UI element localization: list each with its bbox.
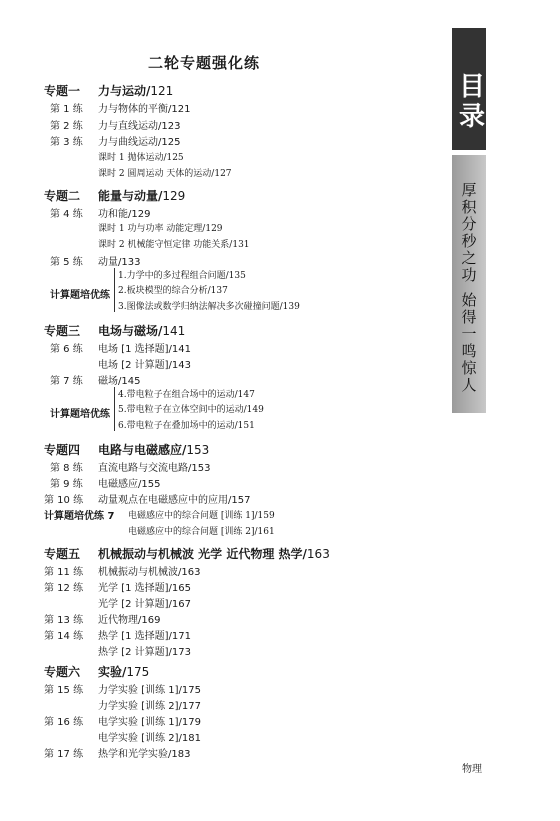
lesson-num: 第 15 练 <box>44 685 84 696</box>
section-heading: 实验/175 <box>98 665 150 679</box>
lesson-title: 机械振动与机械波/163 <box>98 567 201 578</box>
section-heading: 能量与动量/129 <box>98 189 186 203</box>
practice-label: 计算题培优练 <box>50 290 110 301</box>
practice-item: 2.板块模型的综合分析/137 <box>118 286 228 296</box>
lesson-num: 第 9 练 <box>50 479 83 490</box>
lesson-title: 电学实验 [训练 2]/181 <box>98 733 201 744</box>
lesson-title: 磁场/145 <box>98 376 141 387</box>
practice-item: 1.力学中的多过程组合问题/135 <box>118 271 246 281</box>
lesson-num: 第 3 练 <box>50 137 83 148</box>
lesson-title: 电磁感应/155 <box>98 479 161 490</box>
lesson-num: 第 17 练 <box>44 749 84 760</box>
lesson-title: 电场 [1 选择题]/141 <box>98 344 191 355</box>
page-title: 二轮专题强化练 <box>148 54 261 72</box>
sub-lesson: 课时 2 圆周运动 天体的运动/127 <box>98 169 232 179</box>
lesson-title: 热学 [1 选择题]/171 <box>98 631 191 642</box>
lesson-title: 热学和光学实验/183 <box>98 749 191 760</box>
section-heading: 电场与磁场/141 <box>98 324 186 338</box>
practice-item: 4.带电粒子在组合场中的运动/147 <box>118 390 255 400</box>
lesson-title: 电学实验 [训练 1]/179 <box>98 717 201 728</box>
section-label: 专题四 <box>44 443 81 457</box>
section-label: 专题五 <box>44 547 81 561</box>
lesson-num: 第 11 练 <box>44 567 84 578</box>
lesson-num: 第 16 练 <box>44 717 84 728</box>
lesson-title: 光学 [1 选择题]/165 <box>98 583 191 594</box>
lesson-num: 第 14 练 <box>44 631 84 642</box>
sub-lesson: 课时 2 机械能守恒定律 功能关系/131 <box>98 240 250 250</box>
lesson-num: 第 10 练 <box>44 495 84 506</box>
lesson-title: 力学实验 [训练 1]/175 <box>98 685 201 696</box>
lesson-title: 热学 [2 计算题]/173 <box>98 647 191 658</box>
catalog-label: 目录 <box>459 72 486 132</box>
section-label: 专题三 <box>44 324 81 338</box>
sub-lesson: 课时 1 功与功率 动能定理/129 <box>98 224 223 234</box>
lesson-title: 力与曲线运动/125 <box>98 137 181 148</box>
section-label: 专题六 <box>44 665 81 679</box>
brace-line <box>114 387 115 431</box>
lesson-num: 第 7 练 <box>50 376 83 387</box>
motto-line-1: 厚积分秒之功 <box>461 181 477 284</box>
lesson-title: 力与直线运动/123 <box>98 121 181 132</box>
lesson-title: 直流电路与交流电路/153 <box>98 463 211 474</box>
practice-item: 电磁感应中的综合问题 [训练 2]/161 <box>128 527 275 537</box>
lesson-title: 光学 [2 计算题]/167 <box>98 599 191 610</box>
lesson-num: 第 2 练 <box>50 121 83 132</box>
lesson-title: 动量观点在电磁感应中的应用/157 <box>98 495 251 506</box>
section-label: 专题一 <box>44 84 81 98</box>
lesson-num: 第 8 练 <box>50 463 83 474</box>
brace-line <box>114 268 115 312</box>
lesson-title: 动量/133 <box>98 257 141 268</box>
practice-item: 3.图像法或数学归纳法解决多次碰撞问题/139 <box>118 302 300 312</box>
section-heading: 机械振动与机械波 光学 近代物理 热学/163 <box>98 547 330 561</box>
lesson-num: 第 1 练 <box>50 104 83 115</box>
practice-label: 计算题培优练 7 <box>44 511 115 522</box>
practice-item: 电磁感应中的综合问题 [训练 1]/159 <box>128 511 275 521</box>
lesson-num: 第 5 练 <box>50 257 83 268</box>
lesson-title: 近代物理/169 <box>98 615 161 626</box>
sub-lesson: 课时 1 抛体运动/125 <box>98 153 184 163</box>
lesson-num: 第 6 练 <box>50 344 83 355</box>
lesson-title: 力与物体的平衡/121 <box>98 104 191 115</box>
lesson-num: 第 13 练 <box>44 615 84 626</box>
lesson-title: 电场 [2 计算题]/143 <box>98 360 191 371</box>
lesson-num: 第 12 练 <box>44 583 84 594</box>
section-heading: 力与运动/121 <box>98 84 174 98</box>
lesson-num: 第 4 练 <box>50 209 83 220</box>
section-heading: 电路与电磁感应/153 <box>98 443 210 457</box>
section-label: 专题二 <box>44 189 81 203</box>
lesson-title: 功和能/129 <box>98 209 151 220</box>
practice-label: 计算题培优练 <box>50 409 110 420</box>
subject-label: 物理 <box>462 764 482 775</box>
motto-line-2: 始得一鸣惊人 <box>461 291 477 394</box>
practice-item: 6.带电粒子在叠加场中的运动/151 <box>118 421 255 431</box>
lesson-title: 力学实验 [训练 2]/177 <box>98 701 201 712</box>
practice-item: 5.带电粒子在立体空间中的运动/149 <box>118 405 264 415</box>
